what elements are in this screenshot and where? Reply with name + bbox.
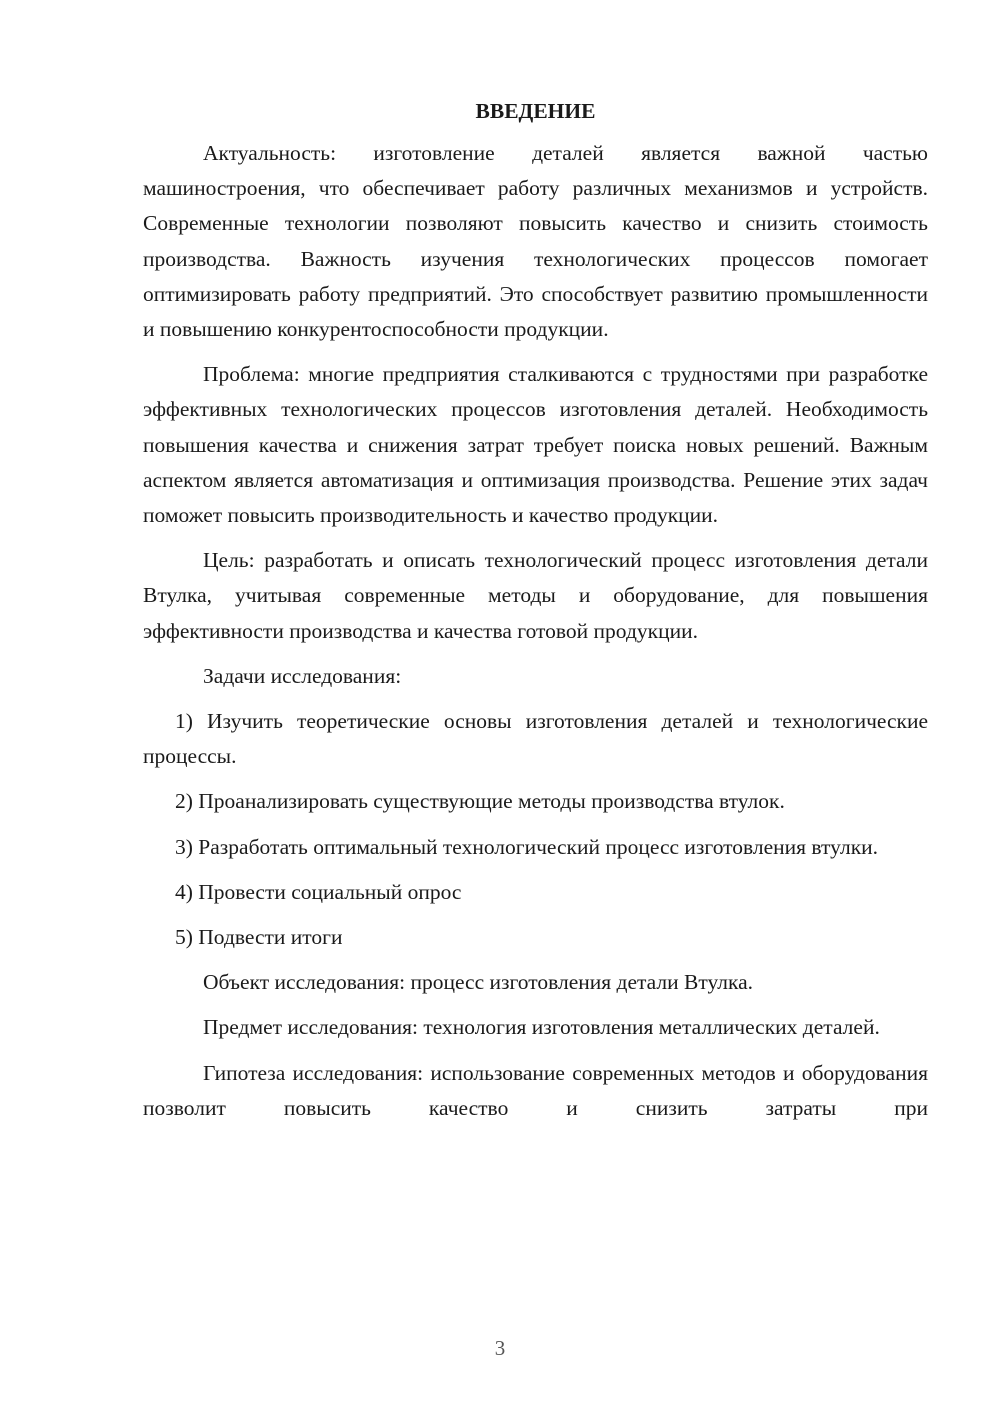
section-title: ВВЕДЕНИЕ — [475, 99, 596, 123]
task-item-5: 5) Подвести итоги — [175, 925, 343, 950]
page-number: 3 — [494, 1336, 506, 1360]
paragraph-goal: Цель: разработать и описать технологический процесс изготовления детали Втулка, учитывая современные методы и оборудование, для повышения эффективности производства и качества готовой продукции. — [143, 548, 928, 643]
task-item-1: 1) Изучить теоретические основы изготовления деталей и технологические процессы. — [143, 709, 928, 769]
document-page — [143, 96, 928, 1136]
task-item-4: 4) Провести социальный опрос — [175, 879, 462, 904]
paragraph-object: Объект исследования: процесс изготовления детали Втулка. — [203, 970, 754, 995]
paragraph-relevance: Актуальность: изготовление деталей является важной частью машиностроения, что обеспечивает работу различных механизмов и устройств. Современные технологии позволяют повысить качество и снизить стоимость производства. Важность изучения технологических процессов помогает оптимизировать работу предприятий. Это способствует развитию промышленности и повышению конкурентоспособности продукции. — [143, 141, 928, 342]
paragraph-hypothesis: Гипотеза исследования: использование современных методов и оборудования позволит повысить качество и снизить затраты при — [143, 1060, 928, 1120]
paragraph-subject: Предмет исследования: технология изготовления металлических деталей. — [203, 1015, 880, 1040]
paragraph-tasks-heading: Задачи исследования: — [203, 663, 402, 688]
task-item-3: 3) Разработать оптимальный технологический процесс изготовления втулки. — [175, 834, 879, 859]
paragraph-problem: Проблема: многие предприятия сталкиваются с трудностями при разработке эффективных технологических процессов изготовления деталей. Необходимость повышения качества и снижения затрат требует поиска новых решений. Важным аспектом является автоматизация и оптимизация производства. Решение этих задач поможет повысить производительность и качество продукции. — [143, 362, 928, 528]
task-item-2: 2) Проанализировать существующие методы производства втулок. — [175, 789, 785, 814]
